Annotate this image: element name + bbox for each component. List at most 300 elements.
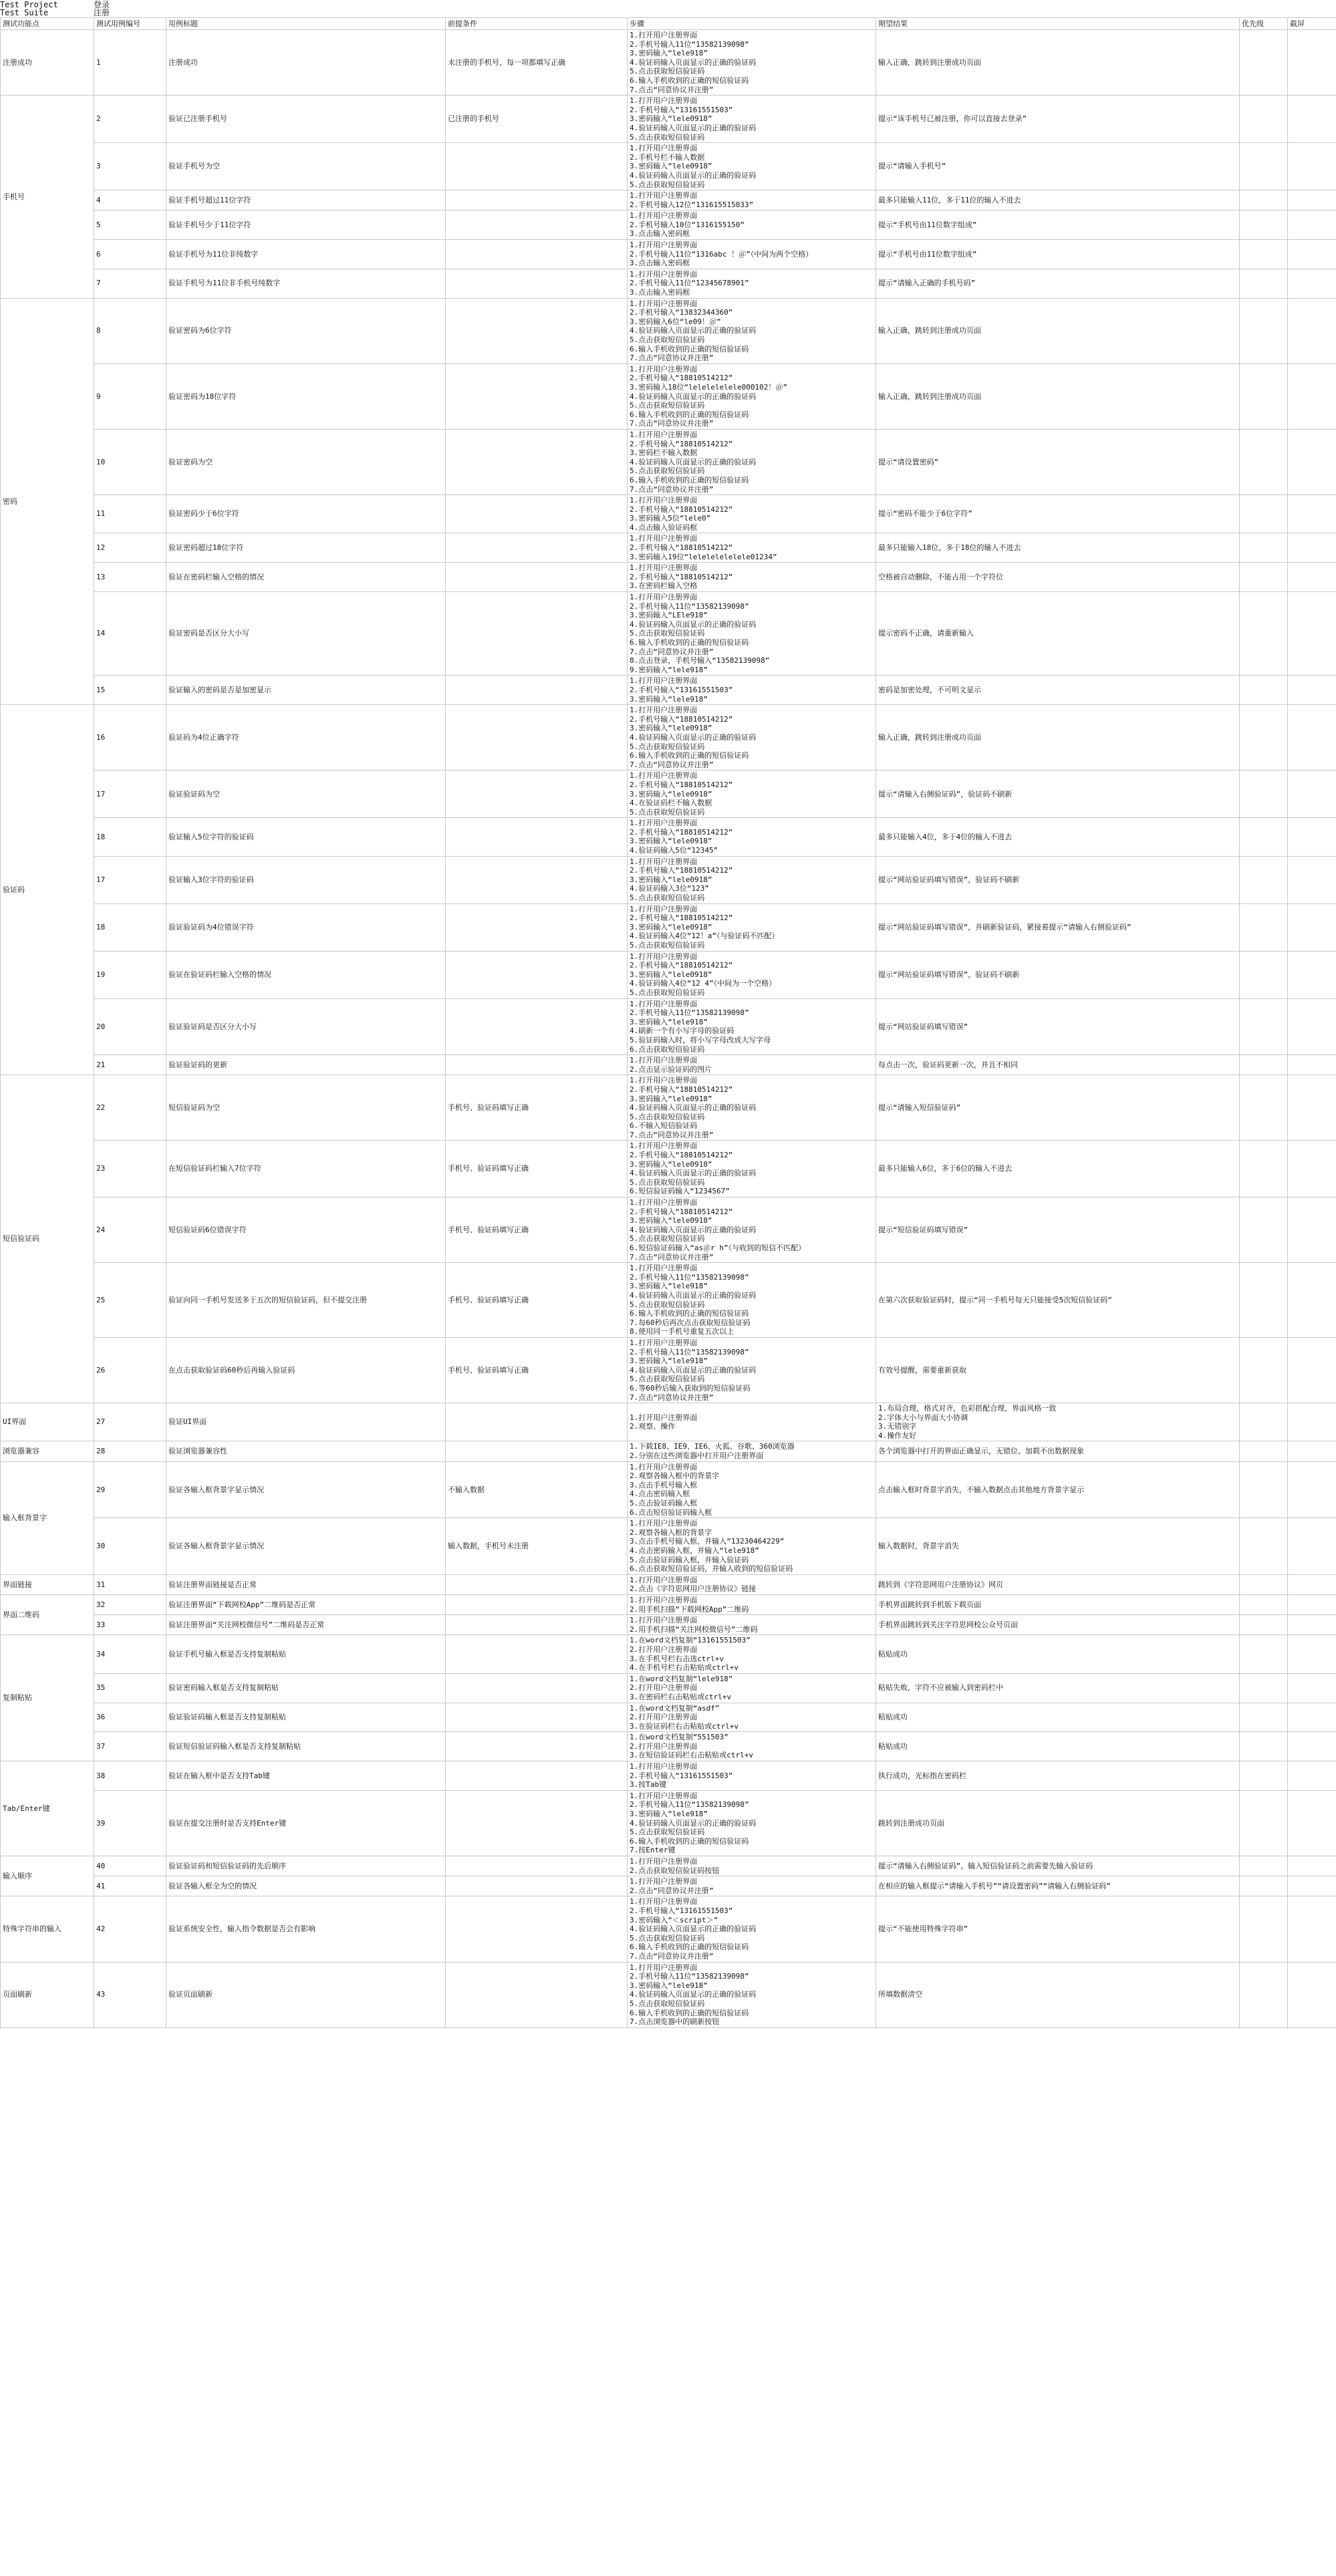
expected-cell[interactable] (876, 592, 1240, 676)
precondition-cell[interactable] (446, 1962, 628, 2027)
steps-cell[interactable] (628, 298, 876, 364)
precondition-cell[interactable]: 手机号、验证码填写正确 (446, 1075, 628, 1141)
case-title-cell[interactable]: 验证码为4位正确字符 (166, 705, 446, 770)
screenshot-cell[interactable] (1288, 429, 1336, 494)
case-id-cell[interactable]: 27 (94, 1403, 166, 1441)
steps-cell[interactable] (628, 1055, 876, 1075)
case-title-cell[interactable]: 验证各输入框全为空的情况 (166, 1876, 446, 1896)
precondition-cell[interactable] (446, 856, 628, 903)
priority-cell[interactable] (1240, 1141, 1288, 1197)
screenshot-cell[interactable] (1288, 1876, 1336, 1896)
priority-cell[interactable] (1240, 1896, 1288, 1962)
screenshot-cell[interactable] (1288, 240, 1336, 269)
precondition-cell[interactable] (446, 1856, 628, 1876)
screenshot-cell[interactable] (1288, 1761, 1336, 1791)
precondition-cell[interactable] (446, 998, 628, 1055)
feature-cell[interactable]: 输入框背景字 (1, 1461, 94, 1574)
screenshot-cell[interactable] (1288, 533, 1336, 563)
precondition-cell[interactable] (446, 1615, 628, 1635)
header-steps[interactable]: 步骤 (628, 18, 876, 30)
steps-cell[interactable] (628, 1141, 876, 1197)
case-id-cell[interactable]: 9 (94, 364, 166, 429)
precondition-cell[interactable] (446, 1055, 628, 1075)
screenshot-cell[interactable] (1288, 1962, 1336, 2027)
priority-cell[interactable] (1240, 1518, 1288, 1575)
case-title-cell[interactable]: 验证手机号输入框是否支持复制粘贴 (166, 1635, 446, 1673)
precondition-cell[interactable] (446, 143, 628, 190)
steps-cell[interactable] (628, 1703, 876, 1732)
case-id-cell[interactable]: 39 (94, 1790, 166, 1856)
priority-cell[interactable] (1240, 1635, 1288, 1673)
priority-cell[interactable] (1240, 533, 1288, 563)
precondition-cell[interactable]: 不输入数据 (446, 1461, 628, 1518)
case-title-cell[interactable]: 验证手机号为11位非手机号纯数字 (166, 269, 446, 298)
case-title-cell[interactable]: 验证密码为18位字符 (166, 364, 446, 429)
case-title-cell[interactable]: 验证注册界面“关注网校微信号”二维码是否正常 (166, 1615, 446, 1635)
case-title-cell[interactable]: 验证密码是否区分大小写 (166, 592, 446, 676)
precondition-cell[interactable] (446, 1896, 628, 1962)
precondition-cell[interactable] (446, 1732, 628, 1761)
expected-cell[interactable] (876, 143, 1240, 190)
steps-cell[interactable] (628, 1574, 876, 1594)
case-title-cell[interactable]: 验证UI界面 (166, 1403, 446, 1441)
case-title-cell[interactable]: 验证手机号为11位非纯数字 (166, 240, 446, 269)
screenshot-cell[interactable] (1288, 190, 1336, 210)
case-id-cell[interactable]: 14 (94, 592, 166, 676)
expected-cell[interactable] (876, 96, 1240, 143)
steps-cell[interactable] (628, 1856, 876, 1876)
screenshot-cell[interactable] (1288, 1263, 1336, 1338)
screenshot-cell[interactable] (1288, 770, 1336, 818)
precondition-cell[interactable] (446, 1635, 628, 1673)
steps-cell[interactable] (628, 1876, 876, 1896)
screenshot-cell[interactable] (1288, 1615, 1336, 1635)
screenshot-cell[interactable] (1288, 1635, 1336, 1673)
priority-cell[interactable] (1240, 429, 1288, 494)
case-title-cell[interactable]: 验证验证码的更新 (166, 1055, 446, 1075)
precondition-cell[interactable] (446, 1790, 628, 1856)
precondition-cell[interactable]: 手机号、验证码填写正确 (446, 1263, 628, 1338)
steps-cell[interactable] (628, 770, 876, 818)
header-screenshot[interactable]: 截屏 (1288, 18, 1336, 30)
feature-cell[interactable]: 页面刷新 (1, 1962, 94, 2027)
case-title-cell[interactable]: 验证验证码为4位错误字符 (166, 903, 446, 951)
priority-cell[interactable] (1240, 1594, 1288, 1614)
case-title-cell[interactable]: 验证验证码和短信验证码的先后顺序 (166, 1856, 446, 1876)
priority-cell[interactable] (1240, 1441, 1288, 1461)
screenshot-cell[interactable] (1288, 1732, 1336, 1761)
expected-cell[interactable] (876, 1461, 1240, 1518)
case-id-cell[interactable]: 17 (94, 856, 166, 903)
precondition-cell[interactable] (446, 495, 628, 533)
steps-cell[interactable] (628, 1197, 876, 1263)
expected-cell[interactable] (876, 563, 1240, 592)
steps-cell[interactable] (628, 96, 876, 143)
priority-cell[interactable] (1240, 1574, 1288, 1594)
steps-cell[interactable] (628, 705, 876, 770)
priority-cell[interactable] (1240, 676, 1288, 705)
priority-cell[interactable] (1240, 1876, 1288, 1896)
feature-cell[interactable]: 短信验证码 (1, 1075, 94, 1403)
screenshot-cell[interactable] (1288, 1896, 1336, 1962)
expected-cell[interactable] (876, 1197, 1240, 1263)
case-title-cell[interactable]: 在点击获取验证码60秒后再输入验证码 (166, 1337, 446, 1403)
steps-cell[interactable] (628, 1263, 876, 1338)
case-title-cell[interactable]: 验证验证码为空 (166, 770, 446, 818)
case-id-cell[interactable]: 17 (94, 770, 166, 818)
steps-cell[interactable] (628, 1075, 876, 1141)
case-title-cell[interactable]: 注册成功 (166, 30, 446, 96)
priority-cell[interactable] (1240, 364, 1288, 429)
case-title-cell[interactable]: 验证密码为空 (166, 429, 446, 494)
expected-cell[interactable] (876, 1732, 1240, 1761)
case-id-cell[interactable]: 2 (94, 96, 166, 143)
case-title-cell[interactable]: 验证密码少于6位字符 (166, 495, 446, 533)
expected-cell[interactable] (876, 1263, 1240, 1338)
precondition-cell[interactable] (446, 1703, 628, 1732)
screenshot-cell[interactable] (1288, 1055, 1336, 1075)
case-title-cell[interactable]: 验证页面刷新 (166, 1962, 446, 2027)
expected-cell[interactable] (876, 190, 1240, 210)
screenshot-cell[interactable] (1288, 676, 1336, 705)
steps-cell[interactable] (628, 1635, 876, 1673)
case-id-cell[interactable]: 28 (94, 1441, 166, 1461)
case-id-cell[interactable]: 38 (94, 1761, 166, 1791)
steps-cell[interactable] (628, 190, 876, 210)
screenshot-cell[interactable] (1288, 1403, 1336, 1441)
steps-cell[interactable] (628, 1337, 876, 1403)
priority-cell[interactable] (1240, 1197, 1288, 1263)
expected-cell[interactable] (876, 818, 1240, 856)
priority-cell[interactable] (1240, 1337, 1288, 1403)
case-id-cell[interactable]: 41 (94, 1876, 166, 1896)
priority-cell[interactable] (1240, 30, 1288, 96)
screenshot-cell[interactable] (1288, 1856, 1336, 1876)
expected-cell[interactable] (876, 1761, 1240, 1791)
case-id-cell[interactable]: 18 (94, 903, 166, 951)
expected-cell[interactable] (876, 495, 1240, 533)
case-title-cell[interactable]: 验证已注册手机号 (166, 96, 446, 143)
case-title-cell[interactable]: 验证短信验证码输入框是否支持复制粘贴 (166, 1732, 446, 1761)
screenshot-cell[interactable] (1288, 951, 1336, 998)
case-id-cell[interactable]: 4 (94, 190, 166, 210)
steps-cell[interactable] (628, 1673, 876, 1703)
case-id-cell[interactable]: 19 (94, 951, 166, 998)
priority-cell[interactable] (1240, 240, 1288, 269)
priority-cell[interactable] (1240, 1732, 1288, 1761)
header-expected[interactable]: 期望结果 (876, 18, 1240, 30)
priority-cell[interactable] (1240, 1673, 1288, 1703)
priority-cell[interactable] (1240, 998, 1288, 1055)
steps-cell[interactable] (628, 998, 876, 1055)
screenshot-cell[interactable] (1288, 1197, 1336, 1263)
precondition-cell[interactable] (446, 1403, 628, 1441)
feature-cell[interactable]: 界面链接 (1, 1574, 94, 1594)
case-title-cell[interactable]: 短信验证码6位错误字符 (166, 1197, 446, 1263)
steps-cell[interactable] (628, 903, 876, 951)
case-id-cell[interactable]: 18 (94, 818, 166, 856)
precondition-cell[interactable] (446, 676, 628, 705)
case-id-cell[interactable]: 10 (94, 429, 166, 494)
case-id-cell[interactable]: 12 (94, 533, 166, 563)
feature-cell[interactable]: 界面二维码 (1, 1594, 94, 1634)
screenshot-cell[interactable] (1288, 1441, 1336, 1461)
case-title-cell[interactable]: 验证密码为6位字符 (166, 298, 446, 364)
case-title-cell[interactable]: 验证向同一手机号发送多于五次的短信验证码，但不提交注册 (166, 1263, 446, 1338)
case-id-cell[interactable]: 16 (94, 705, 166, 770)
steps-cell[interactable] (628, 1896, 876, 1962)
priority-cell[interactable] (1240, 856, 1288, 903)
screenshot-cell[interactable] (1288, 210, 1336, 240)
steps-cell[interactable] (628, 592, 876, 676)
case-id-cell[interactable]: 15 (94, 676, 166, 705)
case-id-cell[interactable]: 34 (94, 1635, 166, 1673)
priority-cell[interactable] (1240, 951, 1288, 998)
priority-cell[interactable] (1240, 770, 1288, 818)
precondition-cell[interactable] (446, 705, 628, 770)
case-id-cell[interactable]: 3 (94, 143, 166, 190)
expected-cell[interactable] (876, 1141, 1240, 1197)
screenshot-cell[interactable] (1288, 1703, 1336, 1732)
precondition-cell[interactable] (446, 903, 628, 951)
precondition-cell[interactable] (446, 818, 628, 856)
expected-cell[interactable] (876, 1075, 1240, 1141)
precondition-cell[interactable] (446, 1673, 628, 1703)
case-title-cell[interactable]: 验证各输入框背景字显示情况 (166, 1518, 446, 1575)
priority-cell[interactable] (1240, 705, 1288, 770)
expected-cell[interactable] (876, 770, 1240, 818)
screenshot-cell[interactable] (1288, 96, 1336, 143)
screenshot-cell[interactable] (1288, 1141, 1336, 1197)
case-id-cell[interactable]: 13 (94, 563, 166, 592)
case-id-cell[interactable]: 42 (94, 1896, 166, 1962)
expected-cell[interactable] (876, 1574, 1240, 1594)
steps-cell[interactable] (628, 1461, 876, 1518)
case-id-cell[interactable]: 24 (94, 1197, 166, 1263)
steps-cell[interactable] (628, 495, 876, 533)
case-title-cell[interactable]: 验证验证码是否区分大小写 (166, 998, 446, 1055)
priority-cell[interactable] (1240, 592, 1288, 676)
expected-cell[interactable] (876, 951, 1240, 998)
case-id-cell[interactable]: 40 (94, 1856, 166, 1876)
priority-cell[interactable] (1240, 269, 1288, 298)
case-title-cell[interactable]: 验证密码输入框是否支持复制粘贴 (166, 1673, 446, 1703)
screenshot-cell[interactable] (1288, 298, 1336, 364)
expected-cell[interactable] (876, 210, 1240, 240)
priority-cell[interactable] (1240, 1790, 1288, 1856)
steps-cell[interactable] (628, 210, 876, 240)
case-id-cell[interactable]: 32 (94, 1594, 166, 1614)
precondition-cell[interactable] (446, 364, 628, 429)
screenshot-cell[interactable] (1288, 705, 1336, 770)
precondition-cell[interactable] (446, 190, 628, 210)
priority-cell[interactable] (1240, 190, 1288, 210)
expected-cell[interactable] (876, 1518, 1240, 1575)
steps-cell[interactable] (628, 1962, 876, 2027)
case-title-cell[interactable]: 短信验证码为空 (166, 1075, 446, 1141)
priority-cell[interactable] (1240, 903, 1288, 951)
expected-cell[interactable] (876, 1635, 1240, 1673)
case-title-cell[interactable]: 验证输入3位字符的验证码 (166, 856, 446, 903)
case-title-cell[interactable]: 验证各输入框背景字显示情况 (166, 1461, 446, 1518)
precondition-cell[interactable] (446, 770, 628, 818)
steps-cell[interactable] (628, 818, 876, 856)
expected-cell[interactable] (876, 1055, 1240, 1075)
precondition-cell[interactable] (446, 533, 628, 563)
expected-cell[interactable] (876, 903, 1240, 951)
screenshot-cell[interactable] (1288, 903, 1336, 951)
expected-cell[interactable] (876, 1673, 1240, 1703)
priority-cell[interactable] (1240, 1263, 1288, 1338)
expected-cell[interactable] (876, 30, 1240, 96)
expected-cell[interactable] (876, 1790, 1240, 1856)
case-title-cell[interactable]: 验证验证码输入框是否支持复制粘贴 (166, 1703, 446, 1732)
expected-cell[interactable] (876, 1896, 1240, 1962)
precondition-cell[interactable] (446, 298, 628, 364)
expected-cell[interactable] (876, 1962, 1240, 2027)
precondition-cell[interactable]: 手机号、验证码填写正确 (446, 1141, 628, 1197)
screenshot-cell[interactable] (1288, 1337, 1336, 1403)
priority-cell[interactable] (1240, 96, 1288, 143)
precondition-cell[interactable] (446, 1574, 628, 1594)
steps-cell[interactable] (628, 364, 876, 429)
case-id-cell[interactable]: 36 (94, 1703, 166, 1732)
steps-cell[interactable] (628, 429, 876, 494)
expected-cell[interactable] (876, 1856, 1240, 1876)
steps-cell[interactable] (628, 676, 876, 705)
screenshot-cell[interactable] (1288, 495, 1336, 533)
screenshot-cell[interactable] (1288, 998, 1336, 1055)
steps-cell[interactable] (628, 1518, 876, 1575)
steps-cell[interactable] (628, 1615, 876, 1635)
case-id-cell[interactable]: 22 (94, 1075, 166, 1141)
case-id-cell[interactable]: 7 (94, 269, 166, 298)
case-id-cell[interactable]: 26 (94, 1337, 166, 1403)
expected-cell[interactable] (876, 1703, 1240, 1732)
header-title[interactable]: 用例标题 (166, 18, 446, 30)
steps-cell[interactable] (628, 856, 876, 903)
precondition-cell[interactable] (446, 951, 628, 998)
priority-cell[interactable] (1240, 1962, 1288, 2027)
precondition-cell[interactable] (446, 210, 628, 240)
screenshot-cell[interactable] (1288, 30, 1336, 96)
case-title-cell[interactable]: 验证在密码栏输入空格的情况 (166, 563, 446, 592)
header-feature[interactable]: 测试功能点 (1, 18, 94, 30)
case-title-cell[interactable]: 验证注册界面“下载网校App”二维码是否正常 (166, 1594, 446, 1614)
priority-cell[interactable] (1240, 1856, 1288, 1876)
steps-cell[interactable] (628, 1732, 876, 1761)
feature-cell[interactable]: Tab/Enter键 (1, 1761, 94, 1856)
case-id-cell[interactable]: 30 (94, 1518, 166, 1575)
case-title-cell[interactable]: 验证手机号为空 (166, 143, 446, 190)
expected-cell[interactable] (876, 269, 1240, 298)
screenshot-cell[interactable] (1288, 1518, 1336, 1575)
case-title-cell[interactable]: 验证浏览器兼容性 (166, 1441, 446, 1461)
case-title-cell[interactable]: 验证注册界面链接是否正常 (166, 1574, 446, 1594)
priority-cell[interactable] (1240, 1055, 1288, 1075)
screenshot-cell[interactable] (1288, 143, 1336, 190)
case-id-cell[interactable]: 11 (94, 495, 166, 533)
priority-cell[interactable] (1240, 1703, 1288, 1732)
feature-cell[interactable]: 注册成功 (1, 30, 94, 96)
precondition-cell[interactable]: 手机号、验证码填写正确 (446, 1337, 628, 1403)
expected-cell[interactable] (876, 856, 1240, 903)
case-title-cell[interactable]: 验证在验证码栏输入空格的情况 (166, 951, 446, 998)
case-id-cell[interactable]: 20 (94, 998, 166, 1055)
screenshot-cell[interactable] (1288, 1673, 1336, 1703)
screenshot-cell[interactable] (1288, 1574, 1336, 1594)
priority-cell[interactable] (1240, 818, 1288, 856)
header-case-id[interactable]: 测试用例编号 (94, 18, 166, 30)
steps-cell[interactable] (628, 240, 876, 269)
precondition-cell[interactable] (446, 1876, 628, 1896)
steps-cell[interactable] (628, 533, 876, 563)
precondition-cell[interactable] (446, 1761, 628, 1791)
priority-cell[interactable] (1240, 563, 1288, 592)
case-title-cell[interactable]: 验证手机号超过11位字符 (166, 190, 446, 210)
precondition-cell[interactable] (446, 563, 628, 592)
priority-cell[interactable] (1240, 1075, 1288, 1141)
screenshot-cell[interactable] (1288, 269, 1336, 298)
case-id-cell[interactable]: 23 (94, 1141, 166, 1197)
expected-cell[interactable] (876, 1403, 1240, 1441)
case-title-cell[interactable]: 验证手机号少于11位字符 (166, 210, 446, 240)
precondition-cell[interactable]: 手机号、验证码填写正确 (446, 1197, 628, 1263)
expected-cell[interactable] (876, 533, 1240, 563)
case-title-cell[interactable]: 在短信验证码栏输入7位字符 (166, 1141, 446, 1197)
steps-cell[interactable] (628, 563, 876, 592)
precondition-cell[interactable] (446, 429, 628, 494)
feature-cell[interactable]: 输入顺序 (1, 1856, 94, 1896)
steps-cell[interactable] (628, 1594, 876, 1614)
case-id-cell[interactable]: 37 (94, 1732, 166, 1761)
expected-cell[interactable] (876, 1441, 1240, 1461)
precondition-cell[interactable] (446, 592, 628, 676)
case-id-cell[interactable]: 35 (94, 1673, 166, 1703)
precondition-cell[interactable] (446, 269, 628, 298)
steps-cell[interactable] (628, 143, 876, 190)
precondition-cell[interactable]: 输入数据，手机号未注册 (446, 1518, 628, 1575)
screenshot-cell[interactable] (1288, 856, 1336, 903)
precondition-cell[interactable] (446, 1441, 628, 1461)
case-title-cell[interactable]: 验证在提交注册时是否支持Enter键 (166, 1790, 446, 1856)
feature-cell[interactable]: 手机号 (1, 96, 94, 298)
screenshot-cell[interactable] (1288, 818, 1336, 856)
case-id-cell[interactable]: 31 (94, 1574, 166, 1594)
case-title-cell[interactable]: 验证输入5位字符的验证码 (166, 818, 446, 856)
case-id-cell[interactable]: 21 (94, 1055, 166, 1075)
priority-cell[interactable] (1240, 1461, 1288, 1518)
feature-cell[interactable]: 密码 (1, 298, 94, 705)
feature-cell[interactable]: 复制粘贴 (1, 1635, 94, 1761)
precondition-cell[interactable] (446, 1594, 628, 1614)
expected-cell[interactable] (876, 705, 1240, 770)
screenshot-cell[interactable] (1288, 1075, 1336, 1141)
feature-cell[interactable]: UI界面 (1, 1403, 94, 1441)
priority-cell[interactable] (1240, 210, 1288, 240)
expected-cell[interactable] (876, 998, 1240, 1055)
case-id-cell[interactable]: 1 (94, 30, 166, 96)
header-priority[interactable]: 优先级 (1240, 18, 1288, 30)
screenshot-cell[interactable] (1288, 1594, 1336, 1614)
priority-cell[interactable] (1240, 143, 1288, 190)
case-title-cell[interactable]: 验证在输入框中是否支持Tab键 (166, 1761, 446, 1791)
screenshot-cell[interactable] (1288, 592, 1336, 676)
precondition-cell[interactable]: 未注册的手机号，每一项都填写正确 (446, 30, 628, 96)
case-title-cell[interactable]: 验证系统安全性，输入指令数据是否会有影响 (166, 1896, 446, 1962)
steps-cell[interactable] (628, 269, 876, 298)
steps-cell[interactable] (628, 1441, 876, 1461)
